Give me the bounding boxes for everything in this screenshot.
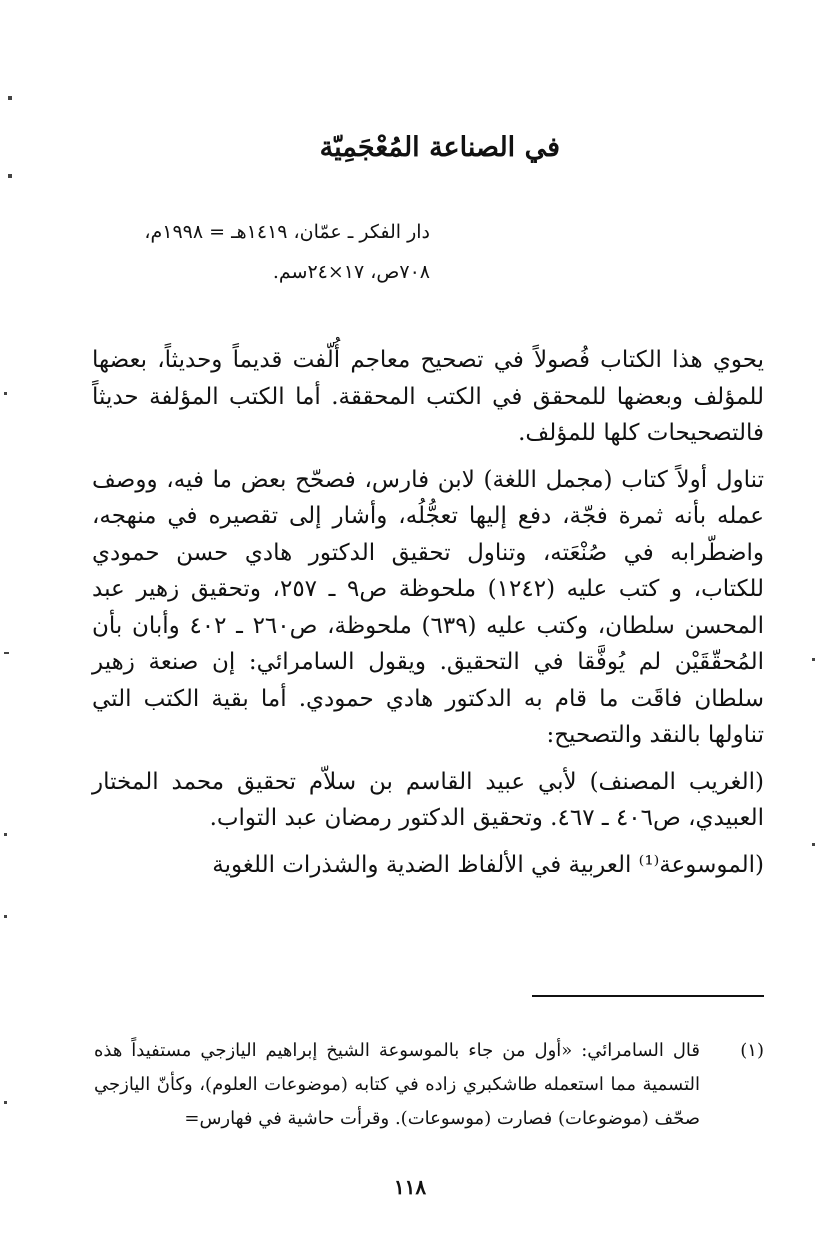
publication-line-1: دار الفكر ـ عمّان، ١٤١٩هـ = ١٩٩٨م، <box>144 221 430 243</box>
footnote-number: (١) <box>740 1040 764 1061</box>
scan-speck <box>812 658 815 661</box>
footnote-text: قال السامرائي: «أول من جاء بالموسوعة الشيخ إبراهيم اليازجي مستفيداً هذه التسمية مما استعمله طاشكبري زاده في كتابه (موضوعات العلوم)، وكأنّ اليازجي صحّف (موضوعات) فصارت (موسوعات). وقرأت حاشية في فهارس= <box>94 1040 700 1129</box>
scan-speck <box>8 174 12 178</box>
scan-speck <box>4 1101 7 1104</box>
publication-info <box>90 212 430 292</box>
footnote-separator <box>532 995 764 997</box>
scan-speck <box>812 843 815 846</box>
paragraph: (الغريب المصنف) لأبي عبيد القاسم بن سلاّم تحقيق محمد المختار العبيدي، ص٤٠٦ ـ ٤٦٧. وتحقيق الدكتور رمضان عبد التواب. <box>92 768 764 831</box>
page-number: ١١٨ <box>393 1175 427 1199</box>
paragraph: (الموسوعة⁽¹⁾ العربية في الألفاظ الضدية والشذرات اللغوية <box>212 851 764 878</box>
paragraph: يحوي هذا الكتاب فُصولاً في تصحيح معاجم أُلّفت قديماً وحديثاً، بعضها للمؤلف وبعضها للمحقق في الكتب المحققة. أما الكتب المؤلفة حديثاً فالتصحيحات كلها للمؤلف. <box>92 347 764 446</box>
scan-speck <box>4 652 9 654</box>
publication-line-2: ٧٠٨ص، ١٧×٢٤سم. <box>272 261 430 283</box>
body-text <box>92 342 764 883</box>
scan-speck <box>4 833 7 836</box>
paragraph: تناول أولاً كتاب (مجمل اللغة) لابن فارس، فصحّح بعض ما فيه، ووصف عمله بأنه ثمرة فجّة، دفع إليها تعجُّلُه، وأشار إلى تقصيره في منهجه، واضطّرابه في صُنْعَته، وتناول تحقيق الدكتور هادي حسن حمودي للكتاب، و كتب عليه (١٢٤٢) ملحوظة ص٩ ـ ٢٥٧، وتحقيق زهير عبد المحسن سلطان، وكتب عليه (٦٣٩) ملحوظة، ص٢٦٠ ـ ٤٠٢ وأبان بأن المُحقّقَيْن لم يُوفَّقا في التحقيق. ويقول السامرائي: إن صنعة زهير سلطان فاقَت ما قام به الدكتور هادي حمودي. أما بقية الكتب التي تناولها بالنقد والتصحيح: <box>92 466 765 748</box>
scan-speck <box>8 96 12 100</box>
scan-speck <box>4 392 7 395</box>
scan-speck <box>4 915 7 918</box>
page-title: في الصناعة المُعْجَمِيّة <box>319 132 560 163</box>
